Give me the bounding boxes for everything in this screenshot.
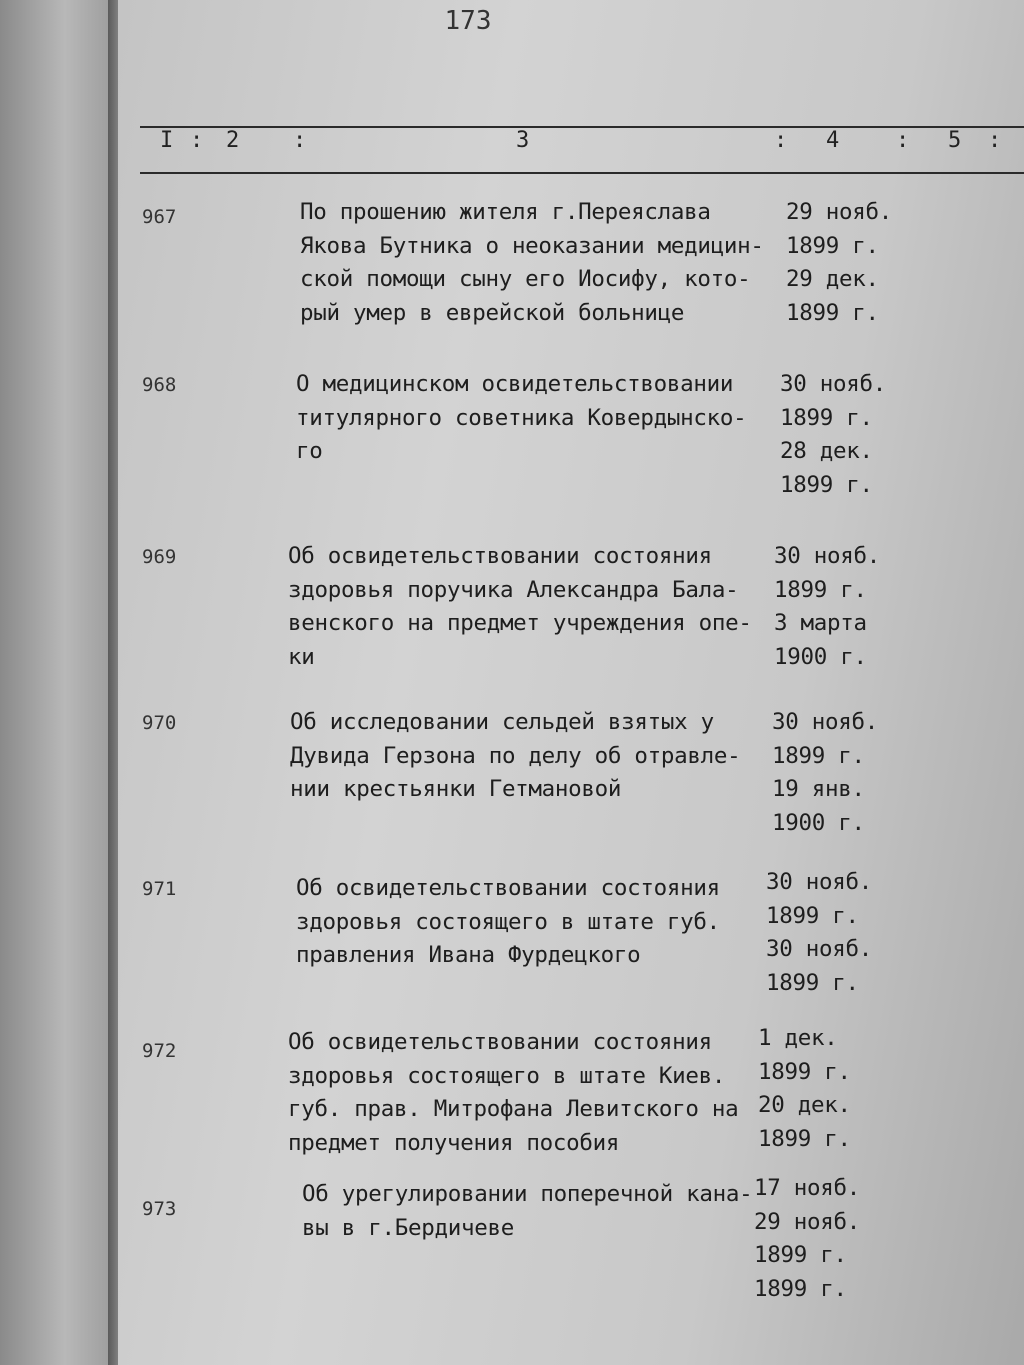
left-page-edge [0, 0, 118, 1365]
column-header-5: 5 [948, 128, 962, 153]
entry-dates: 1 дек. 1899 г. 20 дек. 1899 г. [758, 1025, 851, 1152]
entry-title: О медицинском освидетельствовании титулярного советника Ковердынско- го [296, 371, 747, 464]
entry-number: 971 [142, 878, 177, 900]
entry-number: 969 [142, 546, 177, 568]
entry-title: Об освидетельствовании состояния здоровья состоящего в штате губ. правления Ивана Фурдецкого [296, 875, 720, 968]
entry-title: По прошению жителя г.Переяслава Якова Бутника о неоказании медицин- ской помощи сыну его Иосифу, кото- рый умер в еврейской больнице [300, 199, 764, 326]
entry-number: 967 [142, 206, 177, 228]
entry-dates: 29 нояб. 1899 г. 29 дек. 1899 г. [786, 199, 892, 326]
entry-title: Об урегулировании поперечной кана- вы в г.Бердичеве [302, 1181, 753, 1241]
entry-dates: 30 нояб. 1899 г. 30 нояб. 1899 г. [766, 869, 872, 996]
column-header-3: 3 [516, 128, 530, 153]
column-header-2: 2 [226, 128, 240, 153]
column-separator: : [988, 128, 1002, 153]
header-rule-top [140, 126, 1024, 128]
entry-dates: 30 нояб. 1899 г. 28 дек. 1899 г. [780, 371, 886, 498]
entry-title: Об освидетельствовании состояния здоровья поручика Александра Бала- венского на предмет учреждения опе- ки [288, 543, 752, 670]
header-rule-bottom [140, 172, 1024, 174]
entry-title: Об исследовании сельдей взятых у Дувида Герзона по делу об отравле- нии крестьянки Гетмановой [290, 709, 741, 802]
entry-number: 968 [142, 374, 177, 396]
column-separator: : [896, 128, 910, 153]
column-separator: : [293, 128, 307, 153]
entry-number: 970 [142, 712, 177, 734]
entry-dates: 17 нояб. 29 нояб. 1899 г. 1899 г. [754, 1175, 860, 1302]
entry-number: 972 [142, 1040, 177, 1062]
column-separator: : [190, 128, 204, 153]
column-header-1: I [160, 128, 174, 153]
entry-title: Об освидетельствовании состояния здоровья состоящего в штате Киев. губ. прав. Митрофана Левитского на предмет получения пособия [288, 1029, 739, 1156]
page-number: 173 [444, 6, 492, 36]
entry-dates: 30 нояб. 1899 г. 19 янв. 1900 г. [772, 709, 878, 836]
column-separator: : [774, 128, 788, 153]
column-header-4: 4 [826, 128, 840, 153]
entry-dates: 30 нояб. 1899 г. 3 марта 1900 г. [774, 543, 880, 670]
entry-number: 973 [142, 1198, 177, 1220]
